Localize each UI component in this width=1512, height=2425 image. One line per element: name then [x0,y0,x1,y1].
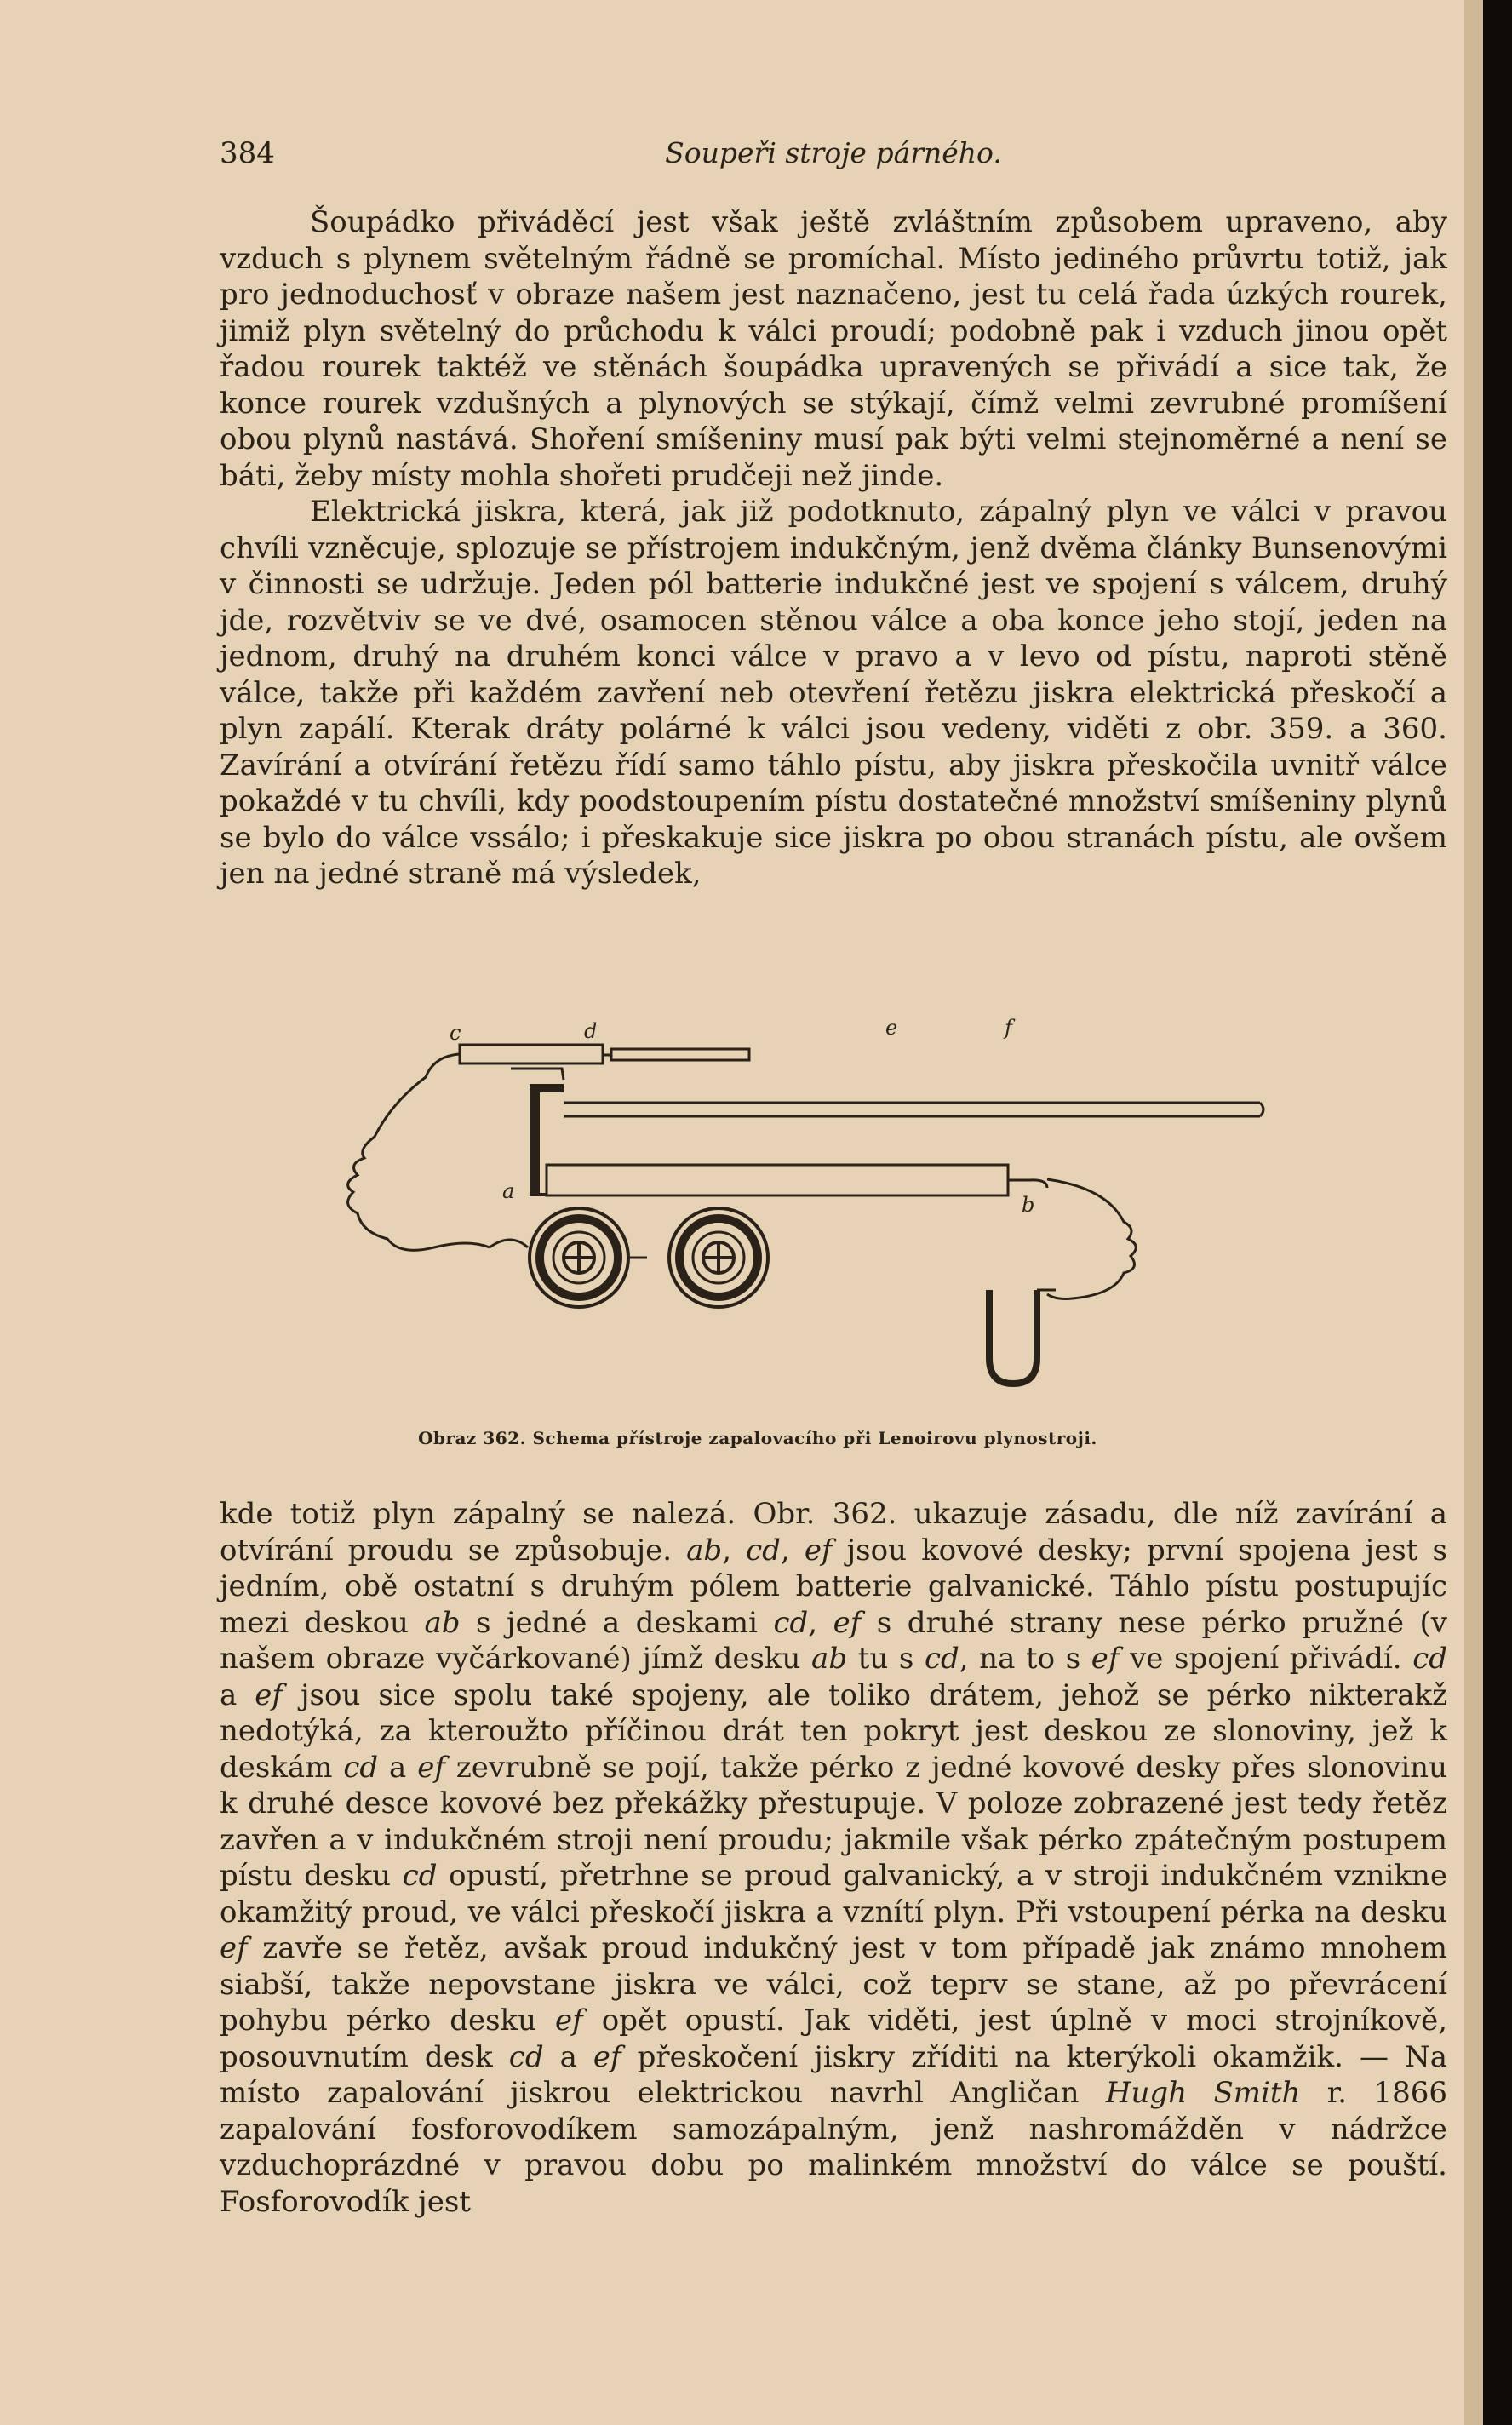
paragraph: Elektrická jiskra, která, jak již podotknuto, zápalný plyn ve válci v pravou chvíli vzněcuje, splozuje se přístrojem indukčným, jenž dvěma články Bunsenovými v činnosti se udržuje. Jeden pól batterie indukčné jest ve spojení s válcem, druhý jde, rozvětviv se ve dvé, osamocen stěnou válce a oba konce jeho stojí, jeden na jednom, druhý na druhém konci válce v pravo a v levo od pístu, naproti stěně válce, takže při každém zavření neb otevření řetězu jiskra elektrická přeskočí a plyn zapálí. Kterak dráty polárné k válci jsou vedeny, viděti z obr. 359. a 360. Zavírání a otvírání řetězu řídí samo táhlo pístu, aby jiskra přeskočila uvnitř válce pokaždé v tu chvíli, kdy poodstoupením pístu dostatečné množství smíšeniny plynů se bylo do válce vssálo; i přeskakuje sice jiskra po obou stranách pístu, ale ovšem jen na jedné straně má výsledek, [220,495,1447,891]
label-f: f [1005,1016,1012,1040]
left-coiled-wire [348,1054,490,1250]
plate-ef [611,1049,749,1060]
label-b: b [1022,1193,1035,1217]
paragraph: Šoupádko přiváděcí jest však ještě zvláštním způsobem upraveno, aby vzduch s plynem světelným řádně se promíchal. Místo jediného průvrtu totiž, jak pro jednoduchosť v obraze našem jest naznačeno, jest tu celá řada úzkých rourek, jimiž plyn světelný do průchodu k válci proudí; podobně pak i vzduch jinou opět řadou rourek taktéž ve stěnách šoupádka upravených se přivádí a sice tak, že konce rourek vzdušných a plynových se stýkají, čímž velmi zevrubné promíšení obou plynů nastává. Shoření smíšeniny musí pak býti velmi stejnoměrné a není se báti, žeby místy mohla shořeti prudčeji než jinde. [220,205,1447,493]
page-header [220,136,1447,179]
ignition-schematic [341,1009,1345,1409]
label-a: a [502,1179,515,1203]
plate-ab [547,1165,1008,1195]
page-number: 384 [220,136,275,170]
running-title: Soupeři stroje párného. [665,136,1002,169]
page-shadow [1464,0,1483,2425]
contact-bar [530,1084,540,1196]
paragraph: kde totiž plyn zápalný se nalezá. Obr. 362. ukazuje zásadu, dle níž zavírání a otvírání proudu se způsobuje. ab, cd, ef jsou kovové desky; první spojena jest s jedním, obě ostatní s druhým pólem batterie galvanické. Táhlo pístu postupujíc mezi deskou ab s jedné a deskami cd, ef s druhé strany nese pérko pružné (v našem obraze vyčárkované) jímž desku ab tu s cd, na to s ef ve spojení přivádí. cd a ef jsou sice spolu také spojeny, ale toliko drátem, jehož se pérko nikterakž nedotýká, za kteroužto příčinou drát ten pokryt jest deskou ze slonoviny, jež k deskám cd a ef zevrubně se pojí, takže pérko z jedné kovové desky přes slonovinu k druhé desce kovové bez překážky přestupuje. V poloze zobrazené jest tedy řetěz zavřen a v indukčném stroji není proudu; jakmile však pérko zpátečným postupem pístu desku cd opustí, přetrhne se proud galvanický, a v stroji indukčném vznikne okamžitý proud, ve válci přeskočí jiskra a vznítí plyn. Při vstoupení pérka na desku ef zavře se řetěz, avšak proud indukčný jest v tom případě jak známo mnohem siabší, takže nepovstane jiskra ve válci, což teprv se stane, až po převrácení pohybu pérko desku ef opět opustí. Jak viděti, jest úplně v moci strojníkově, posouvnutím desk cd a ef přeskočení jiskry zříditi na kterýkoli okamžik. — Na místo zapalování jiskrou elektrickou navrhl Angličan Hugh Smith r. 1866 zapalování fosforovodíkem samozápalným, jenž nashromážděn v nádržce vzduchoprázdné v pravou dobu po malinkém množství do válce se pouští. Fosforovodík jest [220,1497,1448,2219]
battery-cell-left [530,1208,628,1307]
bottom-text-block [220,1496,1447,2220]
spring [511,1069,564,1080]
label-c: c [450,1021,461,1045]
figure-362 [341,1009,1345,1409]
plate-cd [460,1045,603,1063]
label-e: e [885,1016,898,1040]
right-coiled-wire [1047,1179,1136,1298]
battery-cell-right [669,1208,768,1307]
scan-border [1483,0,1512,2425]
top-text-block [220,204,1447,892]
label-d: d [584,1019,598,1043]
figure-caption: Obraz 362. Schema přístroje zapalovacího při Lenoirovu plynostroji. [418,1428,1097,1448]
